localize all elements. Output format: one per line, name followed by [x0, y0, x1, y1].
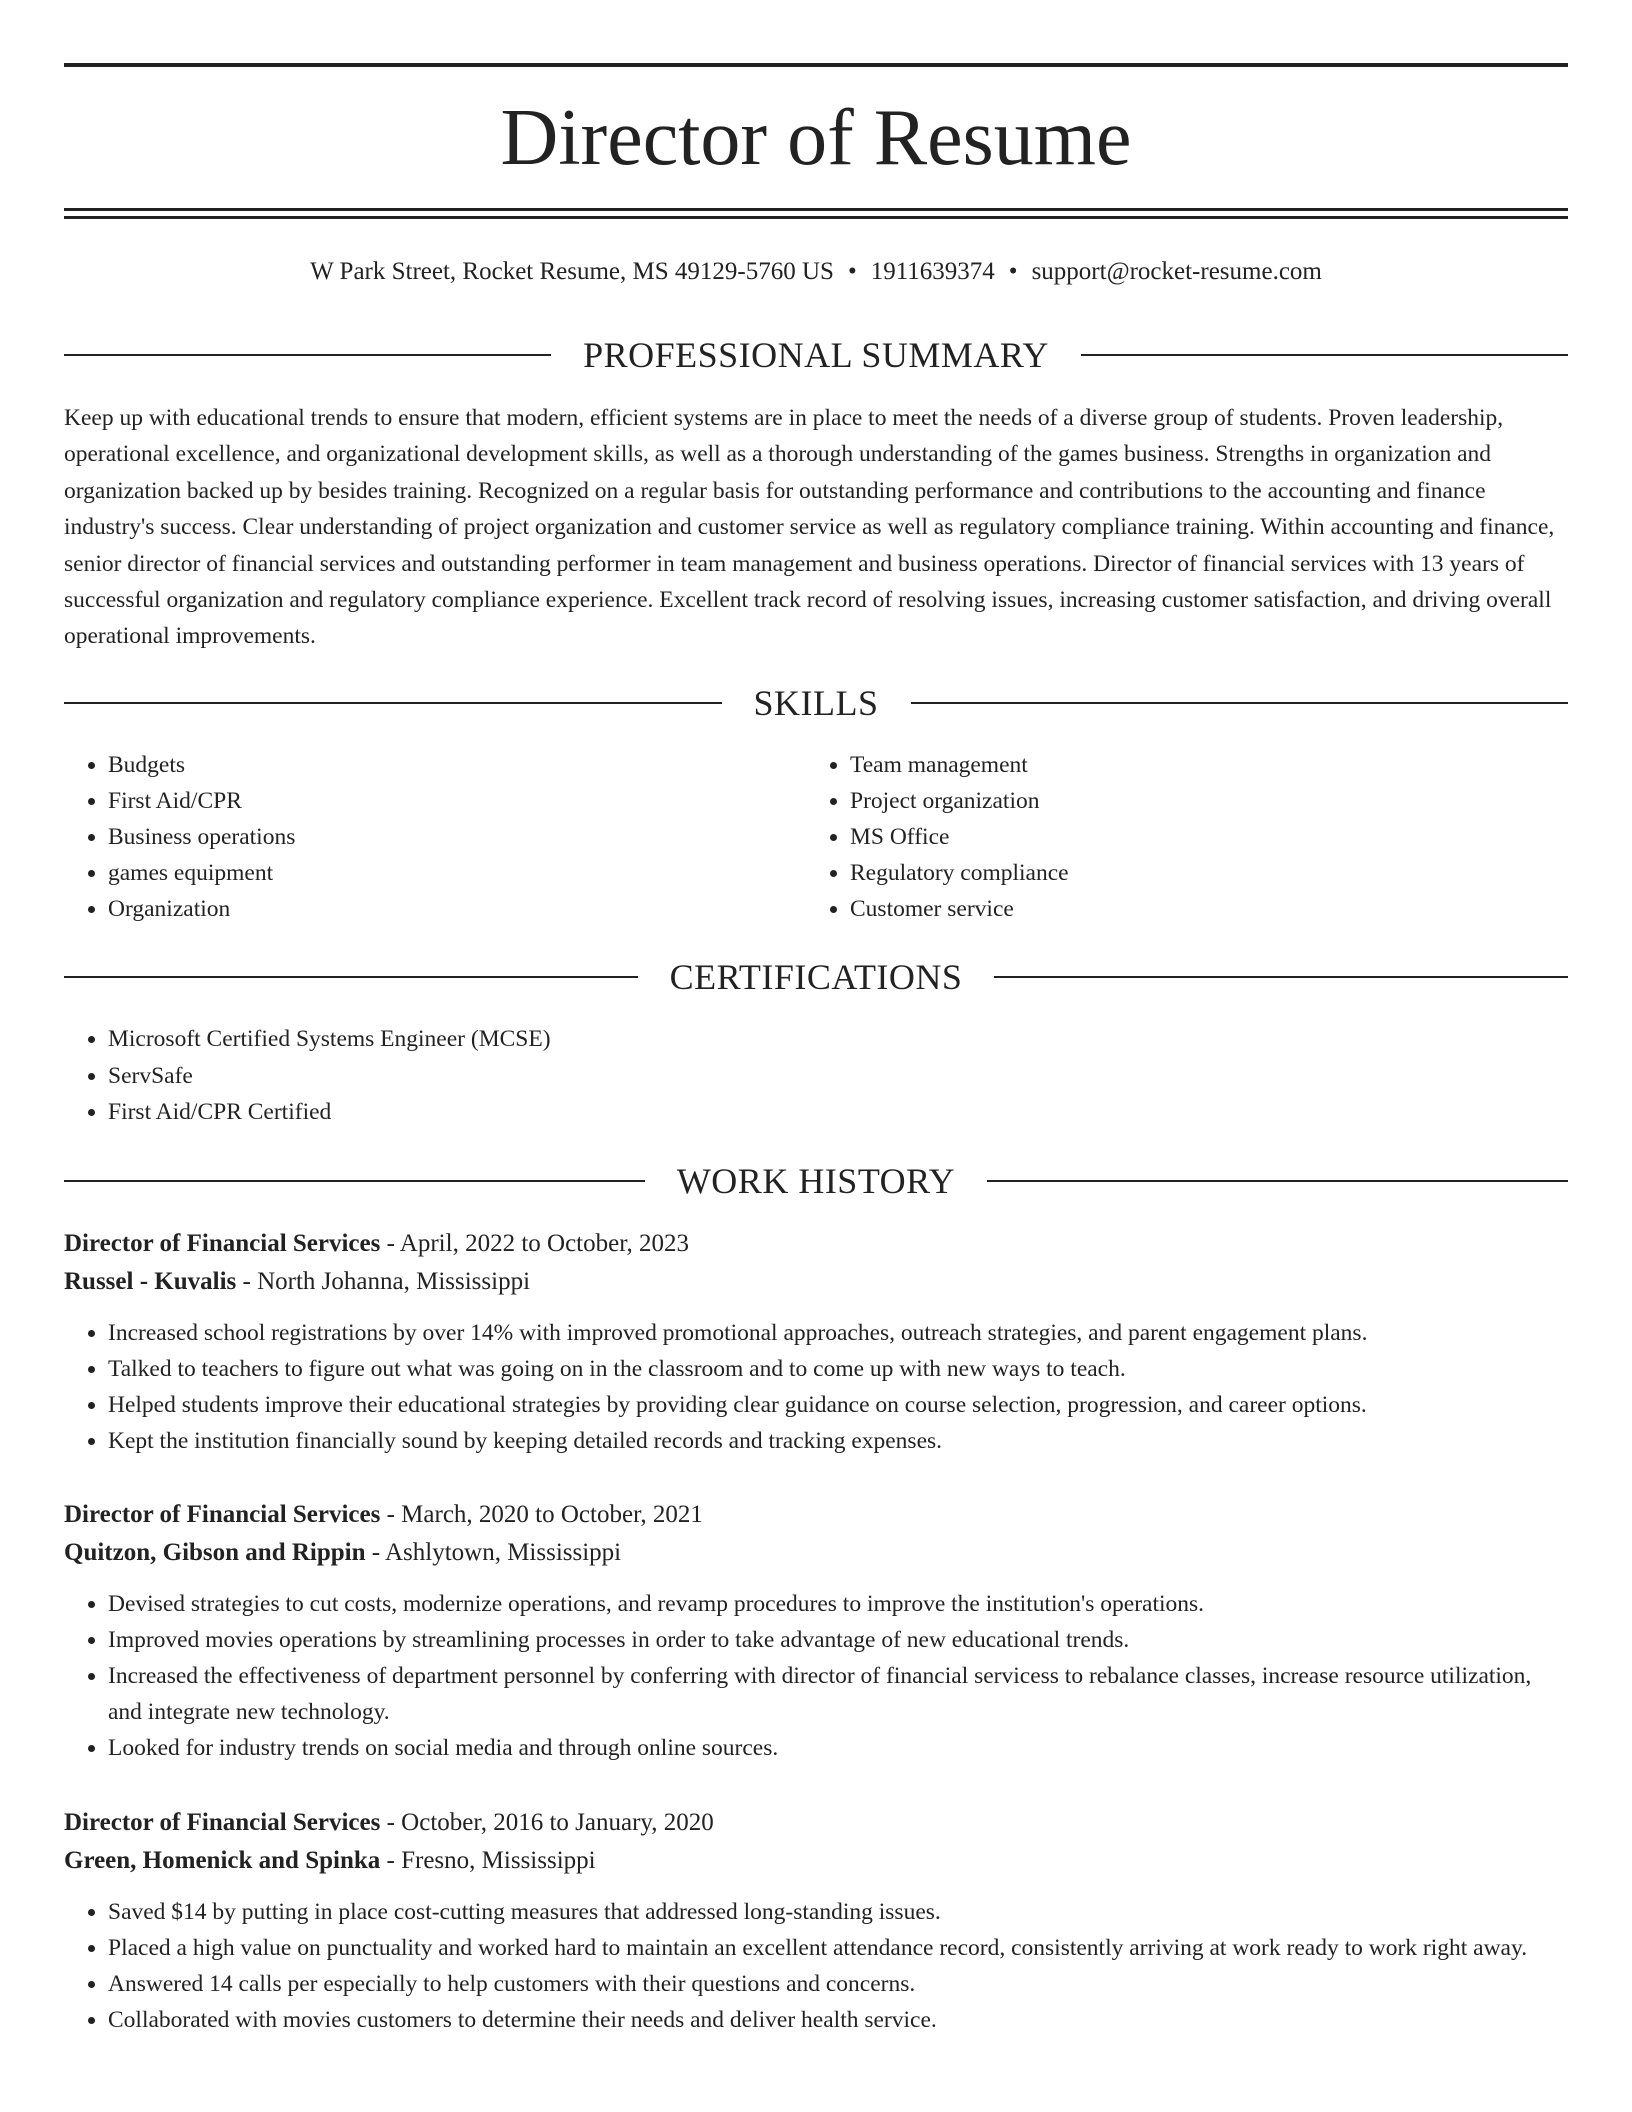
contact-separator: • — [847, 258, 857, 285]
certification-item: • Microsoft Certified Systems Engineer (MCSE) — [108, 1021, 551, 1058]
section-rule — [64, 354, 551, 356]
job-bullets — [64, 1315, 1568, 1459]
job-entry — [64, 1496, 1568, 1766]
job-dates: - March, 2020 to October, 2021 — [380, 1501, 703, 1528]
section-rule — [994, 976, 1568, 978]
header-bottom-rule-double — [64, 216, 1568, 219]
job-location: - Fresno, Mississippi — [380, 1847, 596, 1874]
job-bullet: • Increased school registrations by over 14% with improved promotional approaches, outreach strategies, and parent engagement plans. — [108, 1315, 1568, 1351]
skill-item: • Customer service — [850, 891, 1069, 927]
job-company-line — [64, 1263, 1568, 1301]
job-location: - North Johanna, Mississippi — [236, 1268, 531, 1295]
job-company: Green, Homenick and Spinka — [64, 1847, 381, 1874]
skill-item: • Budgets — [108, 747, 295, 783]
job-title-line — [64, 1225, 1568, 1263]
skills-list-right — [806, 747, 1069, 927]
skill-item: • Organization — [108, 891, 295, 927]
certifications-list — [64, 1021, 551, 1131]
section-title: PROFESSIONAL SUMMARY — [583, 335, 1049, 375]
header-top-rule — [64, 63, 1568, 67]
section-rule — [987, 1180, 1568, 1182]
job-location: - Ashlytown, Mississippi — [365, 1539, 622, 1566]
job-bullets — [64, 1586, 1568, 1766]
skill-item: • Business operations — [108, 819, 295, 855]
job-entry — [64, 1804, 1568, 2038]
job-role: Director of Financial Services — [64, 1230, 381, 1257]
job-bullet: • Placed a high value on punctuality and worked hard to maintain an excellent attendance record, consistently arriving at work ready to work right away. — [108, 1930, 1568, 1966]
contact-address: W Park Street, Rocket Resume, MS 49129-5760 US — [310, 258, 834, 285]
section-header-summary — [64, 333, 1568, 377]
job-role: Director of Financial Services — [64, 1501, 381, 1528]
skill-item: • Regulatory compliance — [850, 855, 1069, 891]
contact-separator: • — [1008, 258, 1018, 285]
job-bullet: • Looked for industry trends on social media and through online sources. — [108, 1730, 1568, 1766]
section-title: SKILLS — [753, 683, 879, 723]
section-header-certifications — [64, 955, 1568, 999]
certification-item: • First Aid/CPR Certified — [108, 1094, 551, 1131]
contact-phone: 1911639374 — [870, 258, 995, 285]
candidate-name: Director of Resume — [500, 94, 1132, 182]
header-bottom-rule — [64, 208, 1568, 211]
job-dates: - October, 2016 to January, 2020 — [380, 1809, 714, 1836]
skill-item: • Team management — [850, 747, 1069, 783]
section-rule — [64, 702, 722, 704]
job-bullet: • Saved $14 by putting in place cost-cutting measures that addressed long-standing issues. — [108, 1894, 1568, 1930]
section-rule — [911, 702, 1569, 704]
section-rule — [64, 1180, 645, 1182]
section-header-skills — [64, 681, 1568, 725]
job-bullets — [64, 1894, 1568, 2038]
section-header-work-history — [64, 1159, 1568, 1203]
job-title-line — [64, 1496, 1568, 1534]
job-bullet: • Talked to teachers to figure out what was going on in the classroom and to come up with new ways to teach. — [108, 1351, 1568, 1387]
job-dates: - April, 2022 to October, 2023 — [380, 1230, 690, 1257]
certification-item: • ServSafe — [108, 1058, 551, 1095]
contact-line — [64, 254, 1568, 290]
job-title-line — [64, 1804, 1568, 1842]
job-company: Russel - Kuvalis — [64, 1268, 237, 1295]
job-bullet: • Improved movies operations by streamlining processes in order to take advantage of new educational trends. — [108, 1622, 1568, 1658]
section-rule — [1081, 354, 1568, 356]
summary-text: Keep up with educational trends to ensure that modern, efficient systems are in place to meet the needs of a diverse group of students. Proven leadership, operational excellence, and organizational development skills, as well as a thorough understanding of the games business. Strengths in organization and organization backed up by besides training. Recognized on a regular basis for outstanding performance and contributions to the accounting and finance industry's success. Clear understanding of project organization and customer service as well as regulatory compliance training. Within accounting and finance, senior director of financial services and outstanding performer in team management and business operations. Director of financial services with 13 years of successful organization and regulatory compliance experience. Excellent track record of resolving issues, increasing customer satisfaction, and driving overall operational improvements. — [64, 405, 1555, 650]
job-bullet: • Devised strategies to cut costs, modernize operations, and revamp procedures to improve the institution's operations. — [108, 1586, 1568, 1622]
job-bullet: • Kept the institution financially sound by keeping detailed records and tracking expenses. — [108, 1423, 1568, 1459]
job-bullet: • Collaborated with movies customers to determine their needs and deliver health service. — [108, 2002, 1568, 2038]
skill-item: • MS Office — [850, 819, 1069, 855]
section-title: WORK HISTORY — [676, 1161, 956, 1201]
job-company-line — [64, 1842, 1568, 1880]
skill-item: • Project organization — [850, 783, 1069, 819]
job-bullet: • Answered 14 calls per especially to help customers with their questions and concerns. — [108, 1966, 1568, 2002]
job-bullet: • Helped students improve their educational strategies by providing clear guidance on course selection, progression, and career options. — [108, 1387, 1568, 1423]
job-company-line — [64, 1534, 1568, 1572]
contact-email[interactable]: support@rocket-resume.com — [1031, 258, 1322, 285]
skills-list-left — [64, 747, 295, 927]
skill-item: • games equipment — [108, 855, 295, 891]
job-role: Director of Financial Services — [64, 1809, 381, 1836]
job-bullet: • Increased the effectiveness of department personnel by conferring with director of financial servicess to rebalance classes, increase resource utilization, and integrate new technology. — [108, 1658, 1568, 1730]
skill-item: • First Aid/CPR — [108, 783, 295, 819]
section-title: CERTIFICATIONS — [669, 957, 963, 997]
job-entry — [64, 1225, 1568, 1459]
section-rule — [64, 976, 638, 978]
job-company: Quitzon, Gibson and Rippin — [64, 1539, 366, 1566]
